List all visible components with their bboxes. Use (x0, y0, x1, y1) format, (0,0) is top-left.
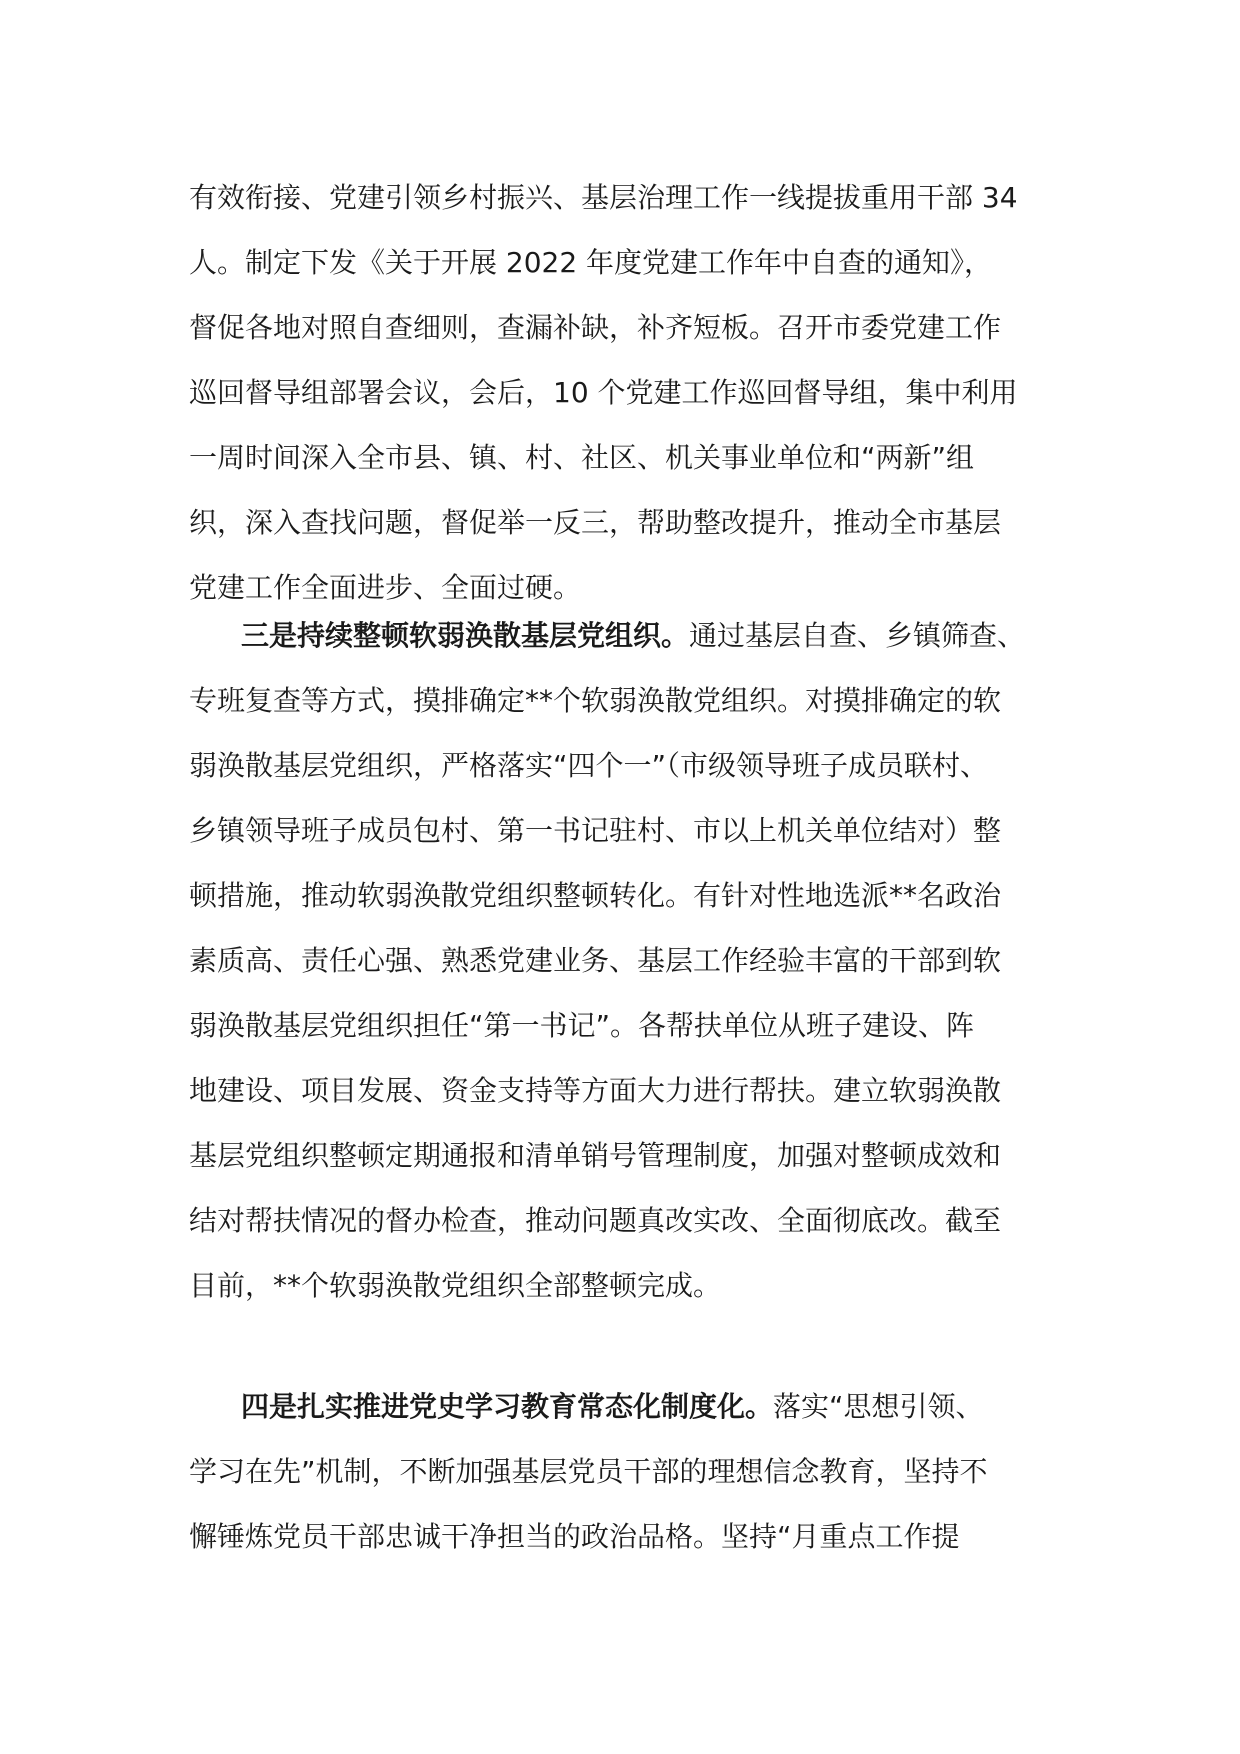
text-line: 懈锤炼党员干部忠诚干净担当的政治品格。坚持“月重点工作提 (189, 1520, 960, 1553)
text-line: 专班复查等方式，摸排确定**个软弱涣散党组织。对摸排确定的软 (189, 684, 1002, 717)
text-line: 目前，**个软弱涣散党组织全部整顿完成。 (189, 1269, 722, 1302)
text-line: 弱涣散基层党组织，严格落实“四个一”（市级领导班子成员联村、 (189, 749, 989, 782)
paragraph-1 (189, 165, 1059, 620)
text-line: 党建工作全面进步、全面过硬。 (189, 571, 582, 604)
paragraph-first-line (189, 603, 1059, 668)
text-line: 织，深入查找问题，督促举一反三，帮助整改提升，推动全市基层 (189, 506, 1002, 539)
text-line: 素质高、责任心强、熟悉党建业务、基层工作经验丰富的干部到软 (189, 944, 1002, 977)
text-line: 地建设、项目发展、资金支持等方面大力进行帮扶。建立软弱涣散 (189, 1074, 1002, 1107)
text-line: 一周时间深入全市县、镇、村、社区、机关事业单位和“两新”组 (189, 441, 975, 474)
paragraph-2 (189, 603, 1059, 1318)
text-line: 顿措施，推动软弱涣散党组织整顿转化。有针对性地选派**名政治 (189, 879, 1002, 912)
text-line: 督促各地对照自查细则，查漏补缺，补齐短板。召开市委党建工作 (189, 311, 1002, 344)
text-line: 弱涣散基层党组织担任“第一书记”。各帮扶单位从班子建设、阵 (189, 1009, 975, 1042)
paragraph-first-line-text: 通过基层自查、乡镇筛查、 (689, 619, 1026, 652)
text-line: 巡回督导组部署会议，会后，10 个党建工作巡回督导组，集中利用 (189, 376, 1018, 409)
text-line: 结对帮扶情况的督办检查，推动问题真改实改、全面彻底改。截至 (189, 1204, 1002, 1237)
text-line: 人。制定下发《关于开展 2022 年度党建工作年中自查的通知》， (189, 246, 993, 279)
text-line: 乡镇领导班子成员包村、第一书记驻村、市以上机关单位结对）整 (189, 814, 1002, 847)
paragraph-heading: 三是持续整顿软弱涣散基层党组织。 (241, 619, 690, 652)
paragraph-first-line (189, 1374, 1059, 1439)
paragraph-heading: 四是扎实推进党史学习教育常态化制度化。 (241, 1390, 774, 1423)
paragraph-first-line-text: 落实“思想引领、 (773, 1390, 984, 1423)
paragraph-3 (189, 1374, 1059, 1569)
text-line: 学习在先”机制，不断加强基层党员干部的理想信念教育，坚持不 (189, 1455, 988, 1488)
text-line: 有效衔接、党建引领乡村振兴、基层治理工作一线提拔重用干部 34 (189, 181, 1018, 214)
text-line: 基层党组织整顿定期通报和清单销号管理制度，加强对整顿成效和 (189, 1139, 1002, 1172)
